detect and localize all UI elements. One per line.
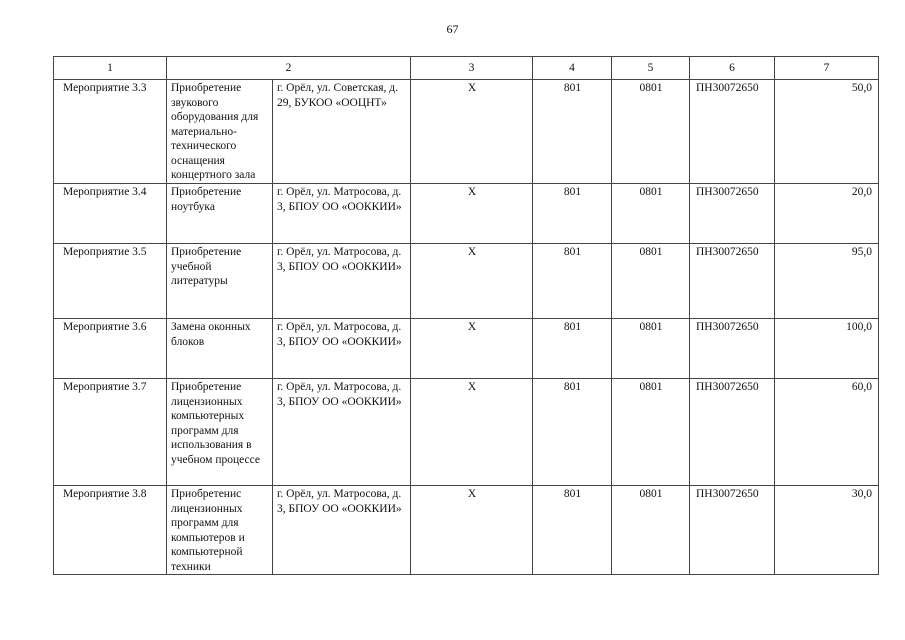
event-cell: Мероприятие 3.6 — [54, 319, 167, 379]
event-cell: Мероприятие 3.8 — [54, 486, 167, 575]
col7-cell: 100,0 — [775, 319, 879, 379]
address-cell: г. Орёл, ул. Советская, д. 29, БУКОО «ООЦНТ» — [273, 80, 411, 184]
col5-cell: 0801 — [612, 184, 690, 244]
col4-cell: 801 — [533, 80, 612, 184]
table-row — [54, 244, 879, 319]
table-row — [54, 80, 879, 184]
col3-cell: X — [411, 184, 533, 244]
table-row — [54, 184, 879, 244]
header-col-3: 3 — [411, 57, 533, 80]
col6-cell: ПН30072650 — [690, 80, 775, 184]
col6-cell: ПН30072650 — [690, 486, 775, 575]
col7-cell: 50,0 — [775, 80, 879, 184]
event-cell: Мероприятие 3.5 — [54, 244, 167, 319]
header-row — [54, 57, 879, 80]
name-cell: Приобретенис лицензионных программ для компьютеров и компьютерной техники — [167, 486, 273, 575]
col3-cell: X — [411, 80, 533, 184]
col3-cell: X — [411, 244, 533, 319]
address-cell: г. Орёл, ул. Матросова, д. 3, БПОУ ОО «ООККИИ» — [273, 244, 411, 319]
name-cell: Приобретение лицензионных компьютерных программ для использования в учебном процессе — [167, 379, 273, 486]
col3-cell: X — [411, 486, 533, 575]
col7-cell: 20,0 — [775, 184, 879, 244]
event-cell: Мероприятие 3.3 — [54, 80, 167, 184]
col7-cell: 30,0 — [775, 486, 879, 575]
address-cell: г. Орёл, ул. Матросова, д. 3, БПОУ ОО «ООККИИ» — [273, 379, 411, 486]
table-row — [54, 319, 879, 379]
name-cell: Приобретение звукового оборудования для материально-технического оснащения концертного зала — [167, 80, 273, 184]
event-cell: Мероприятие 3.7 — [54, 379, 167, 486]
col5-cell: 0801 — [612, 80, 690, 184]
col6-cell: ПН30072650 — [690, 319, 775, 379]
col6-cell: ПН30072650 — [690, 244, 775, 319]
name-cell: Замена оконных блоков — [167, 319, 273, 379]
header-col-6: 6 — [690, 57, 775, 80]
table-row — [54, 486, 879, 575]
header-col-2: 2 — [167, 57, 411, 80]
budget-table — [53, 56, 879, 575]
event-cell: Мероприятие 3.4 — [54, 184, 167, 244]
table-row — [54, 379, 879, 486]
col4-cell: 801 — [533, 379, 612, 486]
col4-cell: 801 — [533, 184, 612, 244]
page-number: 67 — [446, 22, 459, 36]
col6-cell: ПН30072650 — [690, 184, 775, 244]
col5-cell: 0801 — [612, 486, 690, 575]
col6-cell: ПН30072650 — [690, 379, 775, 486]
col4-cell: 801 — [533, 486, 612, 575]
header-col-1: 1 — [54, 57, 167, 80]
address-cell: г. Орёл, ул. Матросова, д. 3, БПОУ ОО «ООККИИ» — [273, 184, 411, 244]
col5-cell: 0801 — [612, 244, 690, 319]
address-cell: г. Орёл, ул. Матросова, д. 3, БПОУ ОО «ООККИИ» — [273, 486, 411, 575]
col3-cell: X — [411, 379, 533, 486]
name-cell: Приобретение учебной литературы — [167, 244, 273, 319]
header-col-4: 4 — [533, 57, 612, 80]
col5-cell: 0801 — [612, 379, 690, 486]
address-cell: г. Орёл, ул. Матросова, д. 3, БПОУ ОО «ООККИИ» — [273, 319, 411, 379]
col7-cell: 95,0 — [775, 244, 879, 319]
col4-cell: 801 — [533, 244, 612, 319]
col5-cell: 0801 — [612, 319, 690, 379]
col3-cell: X — [411, 319, 533, 379]
header-col-5: 5 — [612, 57, 690, 80]
header-col-7: 7 — [775, 57, 879, 80]
name-cell: Приобретение ноутбука — [167, 184, 273, 244]
col4-cell: 801 — [533, 319, 612, 379]
col7-cell: 60,0 — [775, 379, 879, 486]
